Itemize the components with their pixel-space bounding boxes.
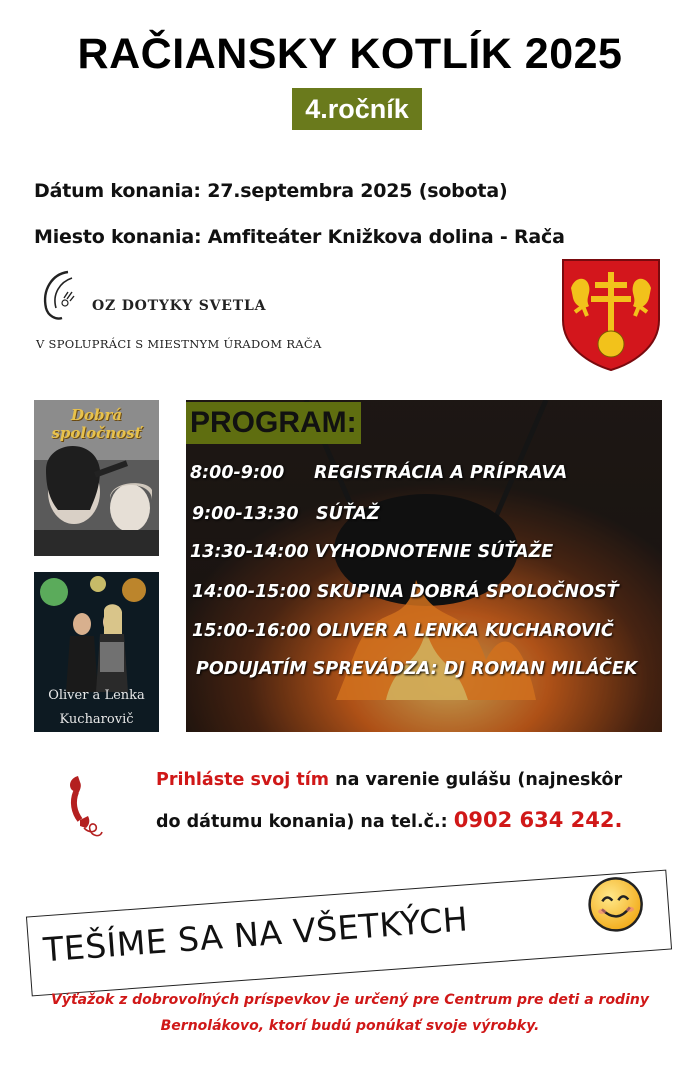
program-item [192, 621, 614, 641]
telephone-icon [66, 772, 106, 842]
welcome-banner [26, 870, 672, 997]
edition-badge: 4.ročník [292, 88, 422, 130]
band2-caption: Oliver a Lenka Kucharovič [48, 688, 145, 727]
phone-number: 0902 634 242. [453, 808, 623, 832]
program-item [190, 463, 567, 483]
coat-of-arms-icon [561, 258, 661, 372]
band-photo-kucharovic [34, 572, 159, 732]
event-place: Miesto konania: Amfiteáter Knižkova dolina - Rača [34, 226, 565, 248]
signup-line2-text: do dátumu konania) na tel.č.: [156, 812, 454, 832]
banner-text: TEŠÍME SA NA VŠETKÝCH [41, 899, 470, 970]
program-item [192, 504, 380, 524]
band1-caption: Dobrá spoločnosť [51, 406, 142, 442]
cooperation-line: V SPOLUPRÁCI S MIESTNYM ÚRADOM RAČA [36, 337, 322, 351]
organizer-name: OZ DOTYKY SVETLA [92, 298, 267, 314]
smiley-icon [586, 874, 646, 934]
program-time: 8:00-9:00 [190, 463, 285, 483]
program-time: 15:00-16:00 [192, 621, 311, 641]
program-closing: PODUJATÍM SPREVÁDZA: DJ ROMAN MILÁČEK [196, 659, 638, 679]
signup-line-1 [156, 770, 622, 790]
footer-line-1: Výťažok z dobrovoľných príspevkov je určený pre Centrum pre deti a rodiny [51, 992, 649, 1008]
program-text: REGISTRÁCIA A PRÍPRAVA [314, 463, 568, 483]
hand-logo-icon [34, 268, 90, 324]
program-item [192, 582, 619, 602]
footer-line-2: Bernolákovo, ktorí budú ponúkať svoje výrobky. [160, 1018, 540, 1034]
program-time: 14:00-15:00 [192, 582, 311, 602]
program-item [190, 542, 553, 562]
signup-line1-rest: na varenie gulášu (najneskôr [329, 770, 623, 790]
signup-line-2 [156, 808, 622, 832]
signup-highlight: Prihláste svoj tím [156, 770, 330, 790]
program-text: SÚŤAŽ [316, 504, 380, 524]
program-text: SKUPINA DOBRÁ SPOLOČNOSŤ [316, 582, 619, 602]
cauldron-fire-background [186, 400, 662, 732]
program-heading: PROGRAM: [186, 402, 361, 444]
page-title: RAČIANSKY KOTLÍK 2025 [77, 30, 623, 78]
program-time: 13:30-14:00 [190, 542, 309, 562]
event-date: Dátum konania: 27.septembra 2025 (sobota) [34, 180, 508, 202]
program-panel [186, 400, 662, 732]
program-time: 9:00-13:30 [192, 504, 299, 524]
program-text: VYHODNOTENIE SÚŤAŽE [314, 542, 554, 562]
band-photo-dobra-spolocnost [34, 400, 159, 556]
program-text: OLIVER A LENKA KUCHAROVIČ [316, 621, 614, 641]
